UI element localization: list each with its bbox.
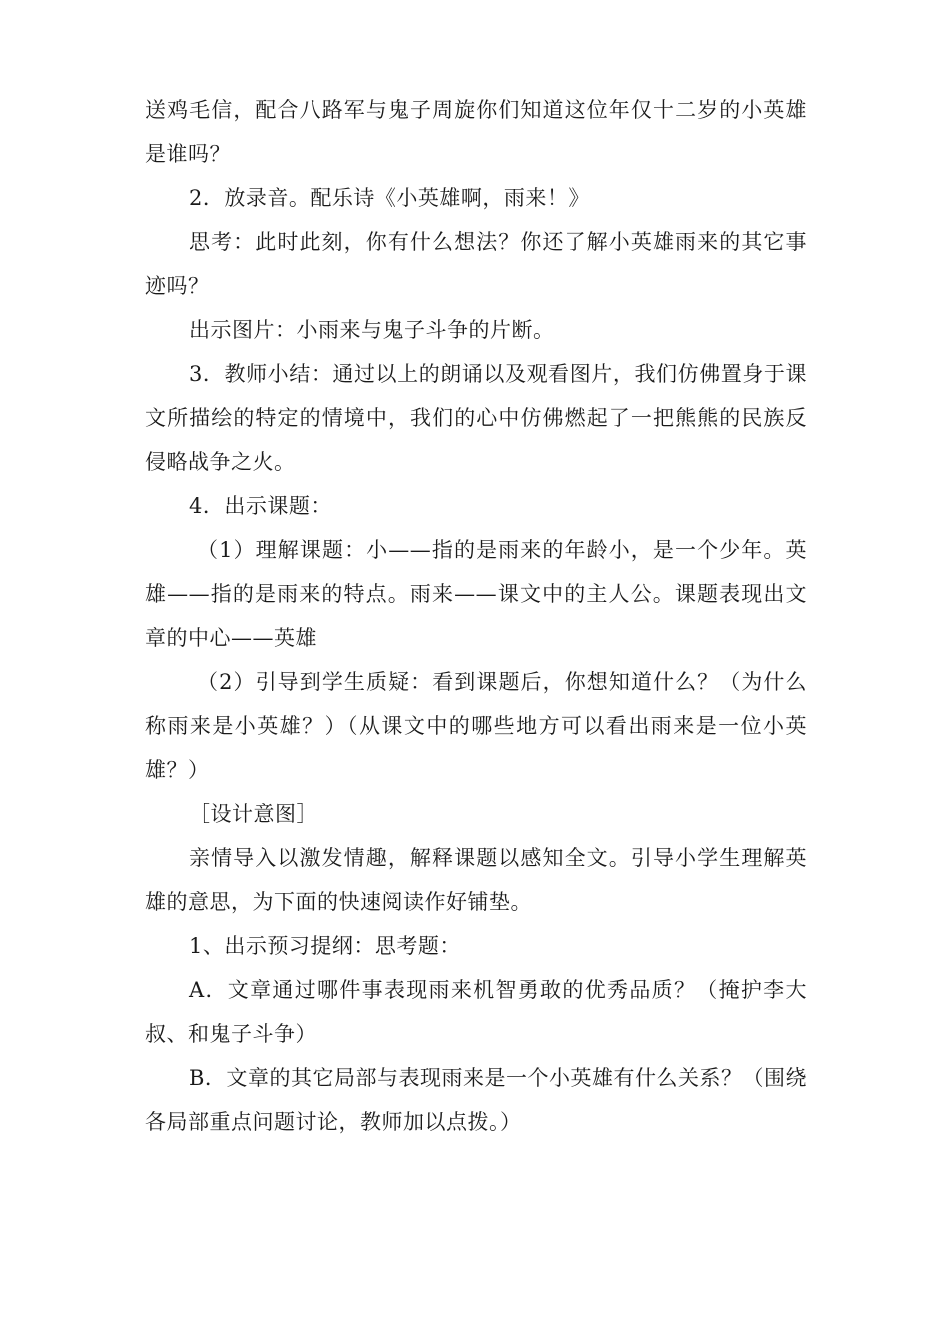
document-body [145, 88, 807, 1144]
paragraph-play-recording: 2．放录音。配乐诗《小英雄啊，雨来！》 [189, 186, 590, 210]
paragraph-continuation: 送鸡毛信，配合八路军与鬼子周旋你们知道这位年仅十二岁的小英雄是谁吗？ [145, 98, 807, 166]
paragraph-guide-questions: （2）引导到学生质疑：看到课题后，你想知道什么？（为什么称雨来是小英雄？）（从课文中的哪些地方可以看出雨来是一位小英雄？） [145, 670, 807, 782]
paragraph-question-b: B．文章的其它局部与表现雨来是一个小英雄有什么关系？（围绕各局部重点问题讨论，教师加以点拨。） [145, 1066, 807, 1134]
paragraph-show-picture: 出示图片：小雨来与鬼子斗争的片断。 [189, 318, 555, 342]
paragraph-understand-title: （1）理解课题：小——指的是雨来的年龄小，是一个少年。英雄——指的是雨来的特点。雨来——课文中的主人公。课题表现出文章的中心——英雄 [145, 538, 807, 650]
paragraph-think-question: 思考：此时此刻，你有什么想法？你还了解小英雄雨来的其它事迹吗？ [145, 230, 807, 298]
paragraph-design-intent: 亲情导入以激发情趣，解释课题以感知全文。引导小学生理解英雄的意思，为下面的快速阅读作好铺垫。 [145, 846, 807, 914]
paragraph-show-title: 4．出示课题： [189, 494, 332, 518]
paragraph-teacher-summary: 3．教师小结：通过以上的朗诵以及观看图片，我们仿佛置身于课文所描绘的特定的情境中，我们的心中仿佛燃起了一把熊熊的民族反侵略战争之火。 [145, 362, 807, 474]
paragraph-design-intent-heading: ［设计意图］ [189, 802, 318, 826]
paragraph-preview-outline: 1、出示预习提纲：思考题： [189, 934, 461, 958]
paragraph-question-a: A．文章通过哪件事表现雨来机智勇敢的优秀品质？（掩护李大叔、和鬼子斗争） [145, 978, 807, 1046]
